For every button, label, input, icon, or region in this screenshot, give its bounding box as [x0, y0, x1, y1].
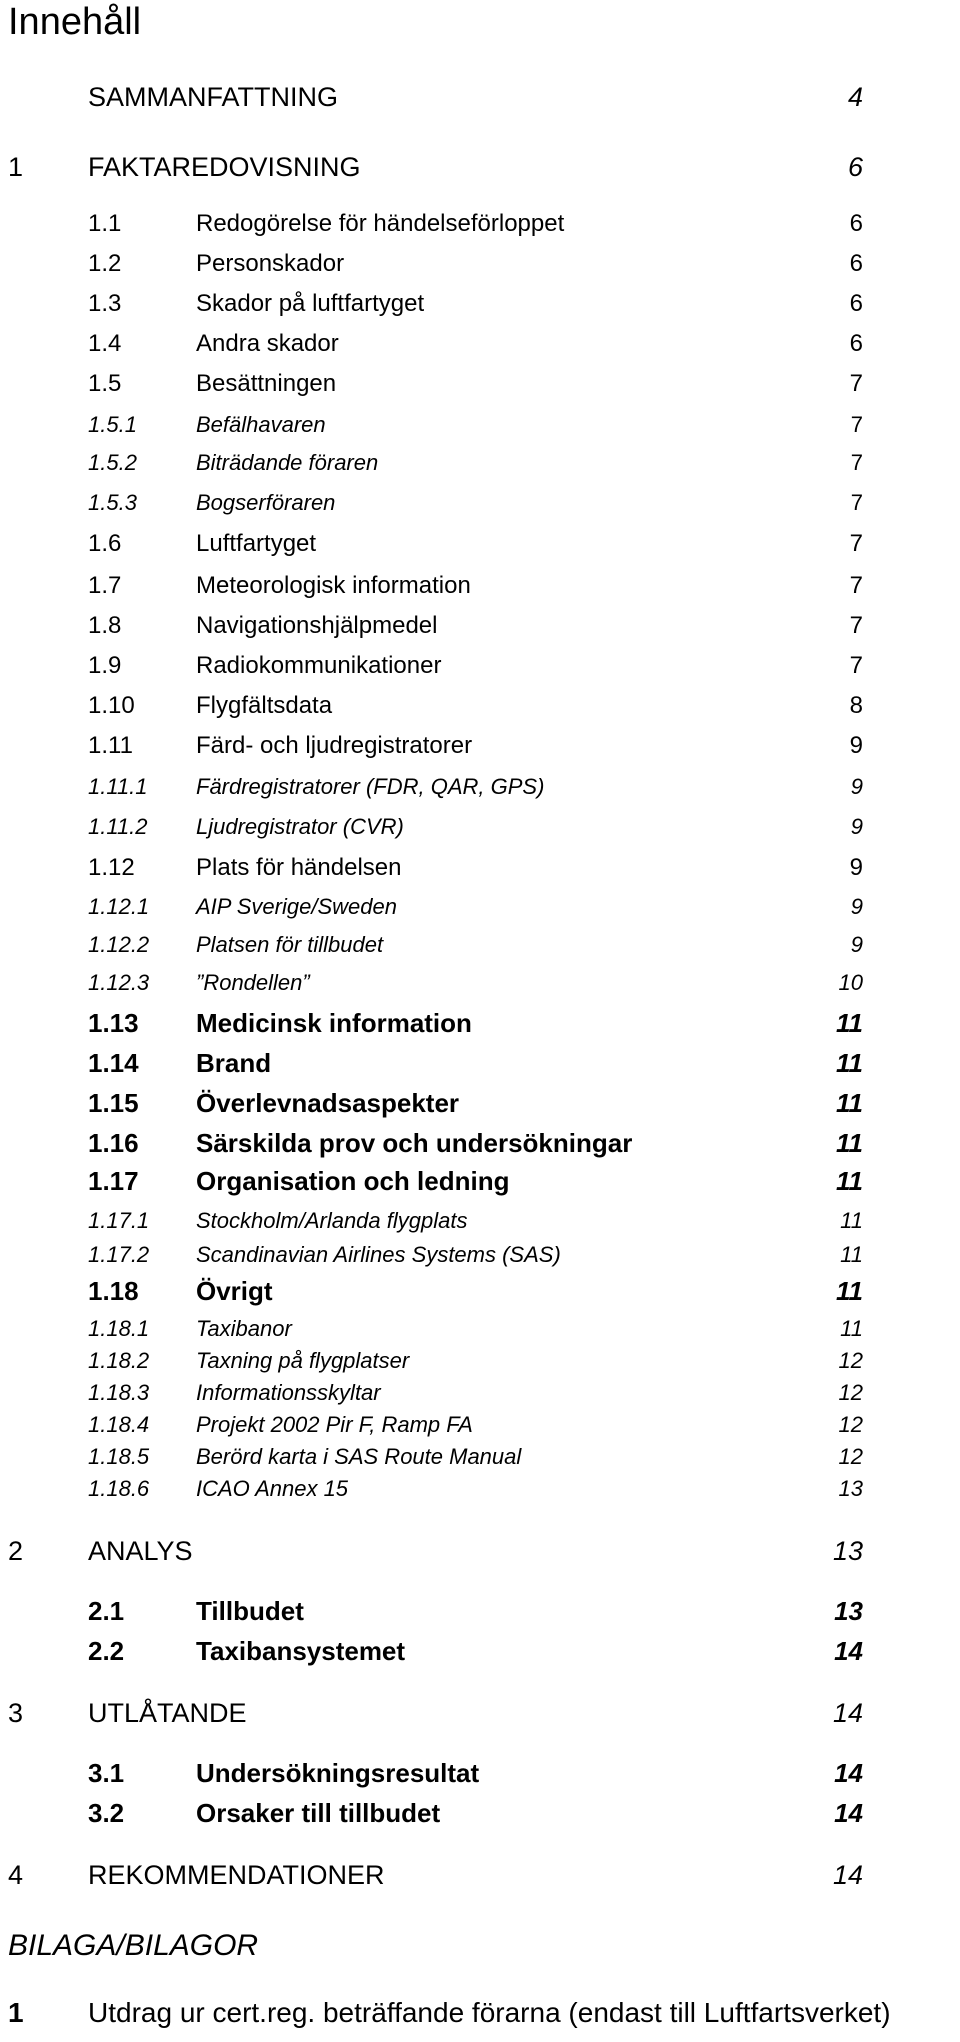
toc-entry-label: Navigationshjälpmedel [196, 612, 438, 639]
toc-entry-number: 1.18.3 [88, 1380, 150, 1405]
appendix-item-number: 1 [8, 1997, 24, 2028]
toc-entry-page: 11 [836, 1166, 863, 1196]
toc-entry-page: 11 [836, 1128, 863, 1158]
toc-entry-page: 13 [834, 1596, 863, 1626]
toc-entry-page: 11 [836, 1088, 863, 1118]
toc-entry-page: 12 [838, 1348, 863, 1373]
toc-entry-number: 1.18.6 [88, 1476, 150, 1501]
toc-entry-page: 12 [838, 1444, 863, 1469]
toc-entry-label: Informationsskyltar [196, 1380, 381, 1405]
toc-entry-number: 1.9 [88, 652, 122, 679]
toc-entry-page: 10 [838, 970, 863, 995]
toc-entry-number: 1.11.2 [88, 814, 148, 839]
toc-entry-page: 11 [836, 1008, 863, 1038]
toc-entry-label: Taxibanor [196, 1316, 292, 1341]
toc-entry-label: ANALYS [88, 1536, 193, 1566]
toc-entry-label: Andra skador [196, 330, 339, 357]
toc-entry-label: Undersökningsresultat [196, 1758, 480, 1788]
toc-entry-label: Redogörelse för händelseförloppet [196, 210, 565, 237]
toc-entry-number: 1.11 [88, 732, 133, 759]
toc-entry-label: Orsaker till tillbudet [196, 1798, 441, 1828]
toc-entry-label: Flygfältsdata [196, 692, 333, 719]
toc-entry-label: Projekt 2002 Pir F, Ramp FA [196, 1412, 473, 1437]
toc-entry-label: Luftfartyget [196, 530, 317, 557]
toc-entry-number: 2 [8, 1536, 24, 1566]
toc-entry-page: 6 [849, 330, 863, 357]
toc-entry-number: 1.11.1 [88, 774, 148, 799]
toc-entry-page: 7 [850, 450, 863, 475]
toc-entry-number: 1.17.1 [88, 1208, 150, 1233]
toc-entry-page: 9 [850, 814, 863, 839]
toc-entry-number: 1.5.3 [88, 490, 137, 515]
toc-entry-number: 1.12.2 [88, 932, 150, 957]
toc-entry-label: Skador på luftfartyget [196, 290, 425, 317]
toc-entry-page: 7 [849, 530, 863, 557]
toc-entry-page: 12 [838, 1412, 863, 1437]
toc-entry-page: 6 [849, 290, 863, 317]
toc-entry-number: 2.1 [88, 1596, 125, 1626]
toc-entry-number: 1.15 [88, 1088, 139, 1118]
toc-entry-label: Personskador [196, 250, 345, 277]
toc-entry-page: 11 [840, 1242, 863, 1267]
toc-entry-page: 9 [849, 854, 863, 881]
toc-entry-number: 1.13 [88, 1008, 139, 1038]
toc-entry-page: 9 [850, 774, 863, 799]
toc-entry-label: Meteorologisk information [196, 572, 471, 599]
toc-entry-page: 7 [849, 652, 863, 679]
toc-entry-label: Färd- och ljudregistratorer [196, 732, 473, 759]
toc-entry-page: 11 [840, 1316, 863, 1341]
toc-entry-label: Särskilda prov och undersökningar [196, 1128, 633, 1158]
toc-entry-label: Platsen för tillbudet [196, 932, 384, 957]
toc-entry-label: UTLÅTANDE [88, 1698, 247, 1728]
toc-entry-number: 1.2 [88, 250, 122, 277]
toc-entry-label: Färdregistratorer (FDR, QAR, GPS) [196, 774, 545, 799]
toc-entry-number: 1.1 [88, 210, 122, 237]
toc-entry-label: Ljudregistrator (CVR) [196, 814, 404, 839]
toc-entry-page: 9 [849, 732, 863, 759]
toc-entry-page: 7 [849, 572, 863, 599]
toc-entry-label: Organisation och ledning [196, 1166, 510, 1196]
toc-entry-page: 11 [836, 1276, 863, 1306]
toc-entry-label: Plats för händelsen [196, 854, 402, 881]
toc-entry-label: Biträdande föraren [196, 450, 379, 475]
toc-entry-number: 1.17 [88, 1166, 139, 1196]
toc-entry-number: 1.10 [88, 692, 135, 719]
toc-entry-number: 1.12 [88, 854, 135, 881]
toc-entry-number: 1.17.2 [88, 1242, 150, 1267]
toc-entry-label: Taxning på flygplatser [196, 1348, 410, 1373]
toc-entry-label: Överlevnadsaspekter [196, 1088, 460, 1118]
toc-entry-page: 6 [849, 250, 863, 277]
toc-entry-number: 1.7 [88, 572, 122, 599]
toc-entry-label: Brand [196, 1048, 272, 1078]
toc-entry-page: 7 [849, 612, 863, 639]
toc-entry-number: 3.1 [88, 1758, 125, 1788]
toc-entry-number: 1.12.3 [88, 970, 150, 995]
toc-entry-number: 1.5.1 [88, 412, 137, 437]
toc-entry-number: 1.5 [88, 370, 122, 397]
toc-entry-label: Bogserföraren [196, 490, 336, 515]
toc-entry-number: 3 [8, 1698, 24, 1728]
toc-entry-page: 9 [850, 894, 863, 919]
toc-entry-label: ICAO Annex 15 [196, 1476, 349, 1501]
toc-entry-label: Scandinavian Airlines Systems (SAS) [196, 1242, 561, 1267]
toc-entry-label: REKOMMENDATIONER [88, 1860, 385, 1890]
toc-entry-number: 1.18.1 [88, 1316, 150, 1341]
toc-entry-label: Befälhavaren [196, 412, 326, 437]
toc-entry-number: 1.4 [88, 330, 122, 357]
toc-entry-number: 1.16 [88, 1128, 139, 1158]
toc-entry-number: 1.14 [88, 1048, 139, 1078]
toc-entry-page: 7 [850, 490, 863, 515]
toc-entry-page: 12 [838, 1380, 863, 1405]
toc-entry-label: ”Rondellen” [196, 970, 310, 995]
toc-entry-label: Tillbudet [196, 1596, 304, 1626]
toc-entry-label: SAMMANFATTNING [88, 82, 339, 112]
page-title: Innehåll [8, 1, 142, 43]
toc-entry-label: Berörd karta i SAS Route Manual [196, 1444, 522, 1469]
toc-entry-page: 14 [832, 1860, 863, 1890]
toc-entry-number: 1.5.2 [88, 450, 137, 475]
toc-entry-page: 6 [849, 210, 863, 237]
toc-entry-label: Stockholm/Arlanda flygplats [196, 1208, 468, 1233]
toc-entry-page: 9 [850, 932, 863, 957]
toc-entry-number: 1.8 [88, 612, 122, 639]
toc-entry-page: 11 [836, 1048, 863, 1078]
toc-entry-page: 14 [834, 1636, 863, 1666]
toc-entry-number: 1.12.1 [88, 894, 150, 919]
toc-entry-label: Besättningen [196, 370, 337, 397]
appendix-item-label: Utdrag ur cert.reg. beträffande förarna (endast till Luftfartsverket) [88, 1997, 891, 2028]
toc-entry-label: FAKTAREDOVISNING [88, 152, 361, 182]
toc-entry-number: 1.3 [88, 290, 122, 317]
toc-entry-page: 14 [834, 1758, 863, 1788]
toc-entry-page: 13 [832, 1536, 863, 1566]
toc-entry-page: 4 [847, 82, 863, 112]
toc-entry-label: Övrigt [196, 1276, 273, 1306]
toc-entry-label: Taxibansystemet [196, 1636, 406, 1666]
toc-entry-page: 11 [840, 1208, 863, 1233]
toc-entry-page: 14 [834, 1798, 863, 1828]
toc-entry-page: 7 [850, 412, 863, 437]
toc-entry-page: 14 [832, 1698, 863, 1728]
toc-entry-number: 1.18.2 [88, 1348, 150, 1373]
toc-entry-number: 2.2 [88, 1636, 125, 1666]
toc-entry-page: 8 [849, 692, 863, 719]
toc-entry-number: 3.2 [88, 1798, 125, 1828]
toc-entry-page: 6 [847, 152, 863, 182]
toc-entry-number: 4 [8, 1860, 24, 1890]
toc-entry-number: 1.6 [88, 530, 122, 557]
toc-entry-label: Radiokommunikationer [196, 652, 442, 679]
toc-entry-number: 1.18 [88, 1276, 139, 1306]
toc-entry-page: 7 [849, 370, 863, 397]
appendix-heading: BILAGA/BILAGOR [8, 1929, 259, 1962]
toc-entry-number: 1.18.4 [88, 1412, 150, 1437]
toc-entry-label: AIP Sverige/Sweden [196, 894, 397, 919]
toc-entry-number: 1 [8, 152, 24, 182]
toc-entry-label: Medicinsk information [196, 1008, 472, 1038]
toc-entry-number: 1.18.5 [88, 1444, 150, 1469]
toc-entry-page: 13 [838, 1476, 863, 1501]
